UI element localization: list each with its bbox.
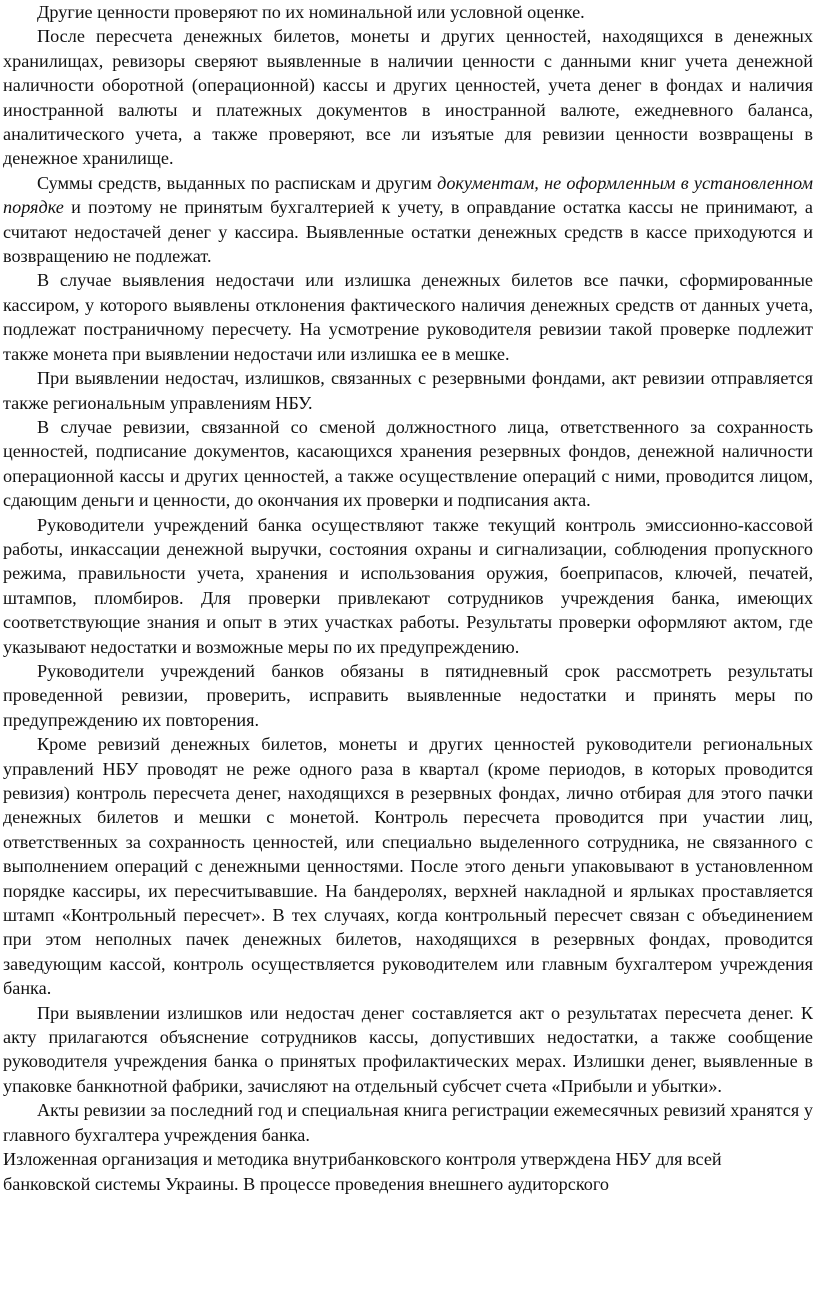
paragraph-3 [3, 171, 813, 269]
paragraph-11: Акты ревизии за последний год и специальная книга регистрации ежемесячных ревизий хранятся у главного бухгалтера учреждения банка. [3, 1100, 813, 1145]
paragraph-3-italic-text: документам, не оформленным в установленном порядке [3, 172, 813, 218]
paragraph-10: При выявлении излишков или недостач денег составляется акт о результатах пересчета денег. К акту прилагаются объяснение сотрудников кассы, допустивших недостатки, а также сообщение руководителя учреждения банка о принятых профилактических мерах. Излишки денег, выявленные в упаковке банкнотной фабрики, зачисляют на отдельный субсчет счета «Прибыли и убытки». [3, 1002, 813, 1096]
paragraph-5: При выявлении недостач, излишков, связанных с резервными фондами, акт ревизии отправляется также региональным управлениям НБУ. [3, 368, 813, 413]
paragraph-3-text-start: Суммы средств, выданных по распискам и другим [37, 172, 438, 193]
paragraph-7: Руководители учреждений банка осуществляют также текущий контроль эмиссионно-кассовой работы, инкассации денежной выручки, состояния охраны и сигнализации, соблюдения пропускного режима, правильности учета, хранения и использования оружия, боеприпасов, ключей, печатей, штампов, пломбиров. Для проверки привлекают сотрудников учреждения банка, имеющих соответствующие знания и опыт в этих участках работы. Результаты проверки оформляют актом, где указывают недостатки и возможные меры по их предупреждению. [3, 514, 813, 657]
paragraph-2: После пересчета денежных билетов, монеты и других ценностей, находящихся в денежных хранилищах, ревизоры сверяют выявленные в наличии ценности с данными книг учета денежной наличности оборотной (операционной) кассы и других ценностей, учета денег в фондах и наличия иностранной валюты и платежных документов в иностранной валюте, ежедневного баланса, аналитического учета, а также проверяют, все ли изъятые для ревизии ценности возвращены в денежное хранилище. [3, 26, 813, 169]
paragraph-1: Другие ценности проверяют по их номинальной или условной оценке. [37, 2, 585, 22]
paragraph-9: Кроме ревизий денежных билетов, монеты и других ценностей руководители региональных управлений НБУ проводят не реже одного раза в квартал (кроме периодов, в которых проводится ревизия) контроль пересчета денег, находящихся в резервных фондах, лично отбирая для этого пачки денежных билетов и мешки с монетой. Контроль пересчета проводится при участии лиц, ответственных за сохранность ценностей, или специально выделенного сотрудника, не связанного с выполнением операций с денежными ценностями. После этого деньги упаковывают в установленном порядке кассиры, их пересчитывавшие. На бандеролях, верхней накладной и ярлыках проставляется штамп «Контрольный пересчет». В тех случаях, когда контрольный пересчет связан с объединением при этом неполных пачек денежных билетов, находящихся в резервных фондах, проводится заведующим кассой, контроль осуществляется руководителем или главным бухгалтером учреждения банка. [3, 734, 813, 999]
paragraph-4: В случае выявления недостачи или излишка денежных билетов все пачки, сформированные кассиром, у которого выявлены отклонения фактического наличия денежных средств от данных учета, подлежат постраничному пересчету. На усмотрение руководителя ревизии такой проверке подлежит также монета при выявлении недостачи или излишка ее в мешке. [3, 270, 813, 364]
paragraph-6: В случае ревизии, связанной со сменой должностного лица, ответственного за сохранность ценностей, подписание документов, касающихся хранения резервных фондов, денежной наличности операционной кассы и других ценностей, а также осуществление операций с ними, проводится лицом, сдающим деньги и ценности, до окончания их проверки и подписания акта. [3, 416, 813, 511]
paragraph-12: Изложенная организация и методика внутрибанковского контроля утверждена НБУ для всей банковской системы Украины. В процессе проведения внешнего аудиторского [3, 1149, 722, 1194]
paragraph-8: Руководители учреждений банков обязаны в пятидневный срок рассмотреть результаты проведенной ревизии, проверить, исправить выявленные недостатки и принять меры по предупреждению их повторения. [3, 660, 813, 730]
paragraph-3-text-end: и поэтому не принятым бухгалтерией к учету, в оправдание остатка кассы не принимают, а считают недостачей денег у кассира. Выявленные остатки денежных средств в кассе приходуются и возвращению не подлежат. [3, 197, 813, 267]
